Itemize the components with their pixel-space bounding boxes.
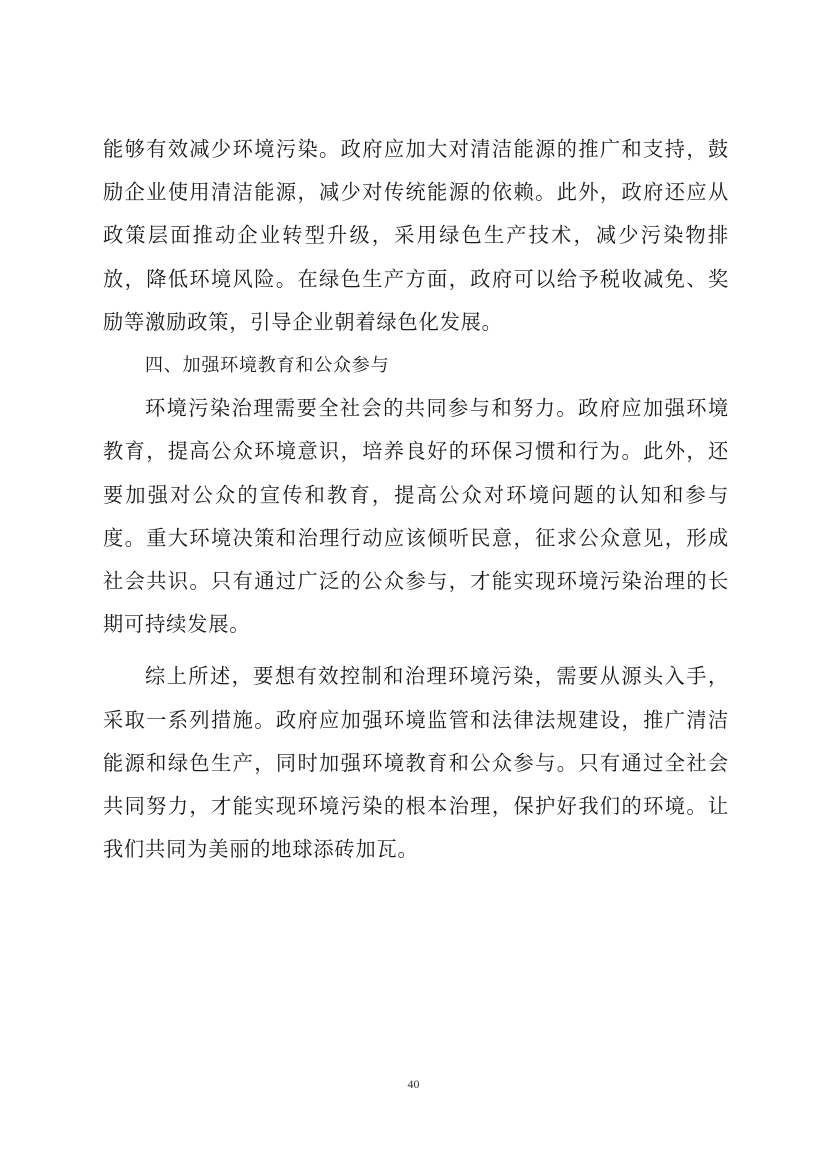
document-body [103, 128, 729, 871]
section-heading-4: 四、加强环境教育和公众参与 [145, 355, 390, 377]
paragraph-public-participation: 环境污染治理需要全社会的共同参与和努力。政府应加强环境教育，提高公众环境意识，培养良好的环保习惯和行为。此外，还要加强对公众的宣传和教育，提高公众对环境问题的认知和参与度。重大环境决策和治理行动应该倾听民意，征求公众意见，形成社会共识。只有通过广泛的公众参与，才能实现环境污染治理的长期可持续发展。 [103, 396, 729, 637]
page-number: 40 [407, 1077, 420, 1091]
paragraph-conclusion: 综上所述，要想有效控制和治理环境污染，需要从源头入手，采取一系列措施。政府应加强环境监管和法律法规建设，推广清洁能源和绿色生产，同时加强环境教育和公众参与。只有通过全社会共同努力，才能实现环境污染的根本治理，保护好我们的环境。让我们共同为美丽的地球添砖加瓦。 [103, 664, 729, 862]
paragraph-continuation: 能够有效减少环境污染。政府应加大对清洁能源的推广和支持，鼓励企业使用清洁能源，减少对传统能源的依赖。此外，政府还应从政策层面推动企业转型升级，采用绿色生产技术，减少污染物排放，降低环境风险。在绿色生产方面，政府可以给予税收减免、奖励等激励政策，引导企业朝着绿色化发展。 [103, 137, 729, 334]
